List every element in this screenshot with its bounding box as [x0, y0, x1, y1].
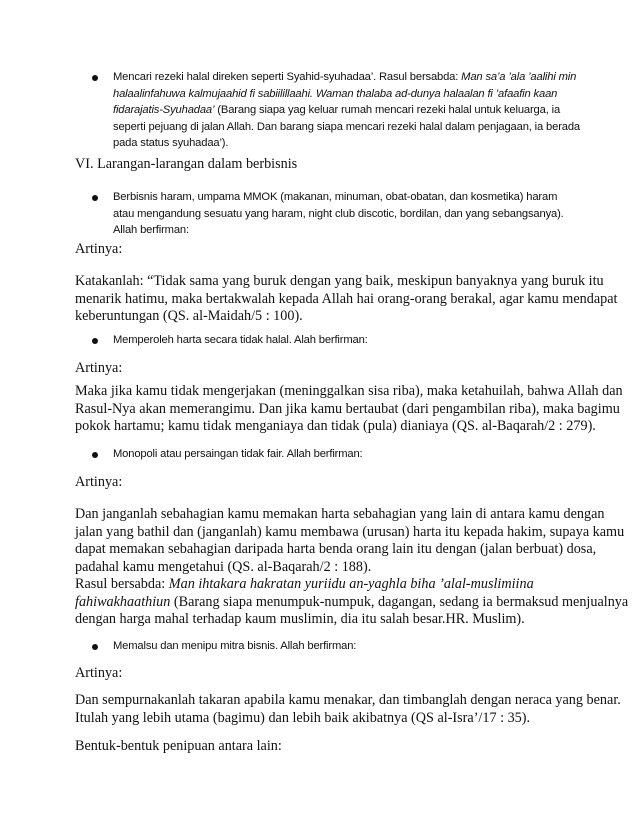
- paragraph-line: dengan harga mahal terhadap kaum muslimin, dia itu salah besar.HR. Muslim).: [75, 611, 525, 628]
- bullet-line: seperti pejuang di jalan Allah. Dan barang siapa mencari rezeki halal dalam penjagaan, ia berada: [113, 120, 580, 133]
- paragraph-line: fahiwakhaathiun (Barang siapa menumpuk-numpuk, dagangan, sedang ia bermaksud menjualnya: [75, 593, 629, 610]
- paragraph-line: Rasul bersabda: Man ihtakara hakratan yuriidu an-yaghla biha ’alal-muslimiina: [75, 576, 534, 592]
- bullet-dot: [92, 644, 98, 650]
- paragraph-maidah: [75, 273, 618, 326]
- section-heading: VI. Larangan-larangan dalam berbisnis: [75, 156, 298, 172]
- paragraph-line: dapat memakan sebahagian daripada harta benda orang lain itu dengan (jalan berbuat) dosa,: [75, 541, 597, 558]
- paragraph-line: jalan yang bathil dan (janganlah) kamu membawa (urusan) harta itu kepada hakim, supaya kamu: [75, 523, 625, 540]
- bullet-dot: [92, 338, 98, 344]
- bullet-harta-tidak-halal: Memperoleh harta secara tidak halal. Alah berfirman:: [113, 334, 368, 346]
- bullet-line: Allah berfirman:: [113, 224, 189, 237]
- bullet-line: Berbisnis haram, umpama MMOK (makanan, minuman, obat-obatan, dan kosmetika) haram: [113, 191, 558, 203]
- artinya-label: Artinya:: [75, 360, 123, 376]
- bullet-line: fidarajatis-Syuhadaa’ (Barang siapa yag keluar rumah mencari rezeki halal untuk keluarga, ia: [113, 104, 561, 117]
- bullet-dot: [92, 452, 98, 458]
- paragraph-isra: [75, 692, 621, 727]
- paragraph-baqarah-279: [75, 383, 623, 436]
- artinya-label: Artinya:: [75, 241, 123, 257]
- paragraph-line: keberuntungan (QS. al-Maidah/5 : 100).: [75, 308, 303, 325]
- paragraph-line: padahal kamu mengetahui (QS. al-Baqarah/2 : 188).: [75, 558, 372, 575]
- bullet-line: halaalinfahuwa kalmujaahid fi sabiilillaahi. Waman thalaba ad-dunya halaalan fi ’afaafin kaan: [113, 87, 558, 100]
- paragraph-line: Dan janganlah sebahagian kamu memakan harta sebahagian yang lain di antara kamu dengan: [75, 506, 605, 522]
- bullet-line: pada status syuhadaa’).: [113, 137, 229, 150]
- artinya-label: Artinya:: [75, 474, 123, 490]
- artinya-label: Artinya:: [75, 665, 123, 681]
- paragraph-baqarah-188: [75, 506, 625, 576]
- paragraph-line: Rasul-Nya akan memerangimu. Dan jika kamu bertaubat (dari pengambilan riba), maka bagimu: [75, 400, 620, 417]
- paragraph-line: Maka jika kamu tidak mengerjakan (meninggalkan sisa riba), maka ketahuilah, bahwa Allah dan: [75, 383, 623, 399]
- bullet-line: atau mengandung sesuatu yang haram, night club discotic, bordilan, dan yang sebangsanya).: [113, 207, 564, 220]
- bullet-dot: [92, 75, 98, 81]
- bullet-bisnis-haram: [113, 189, 569, 239]
- paragraph-line: Dan sempurnakanlah takaran apabila kamu menakar, dan timbanglah dengan neraca yang benar.: [75, 692, 621, 708]
- bullet-memalsu: Memalsu dan menipu mitra bisnis. Allah berfirman:: [113, 640, 357, 652]
- paragraph-line: Katakanlah: “Tidak sama yang buruk dengan yang baik, meskipun banyaknya yang buruk itu: [75, 273, 604, 289]
- bullet-rezeki-halal: [113, 69, 580, 152]
- paragraph-bentuk-penipuan: Bentuk-bentuk penipuan antara lain:: [75, 738, 282, 754]
- paragraph-line: pokok hartamu; kamu tidak menganiaya dan tidak (pula) dianiaya (QS. al-Baqarah/2 : 279).: [75, 418, 596, 435]
- bullet-dot: [92, 195, 98, 201]
- bullet-line: Mencari rezeki halal direken seperti Syahid-syuhadaa’. Rasul bersabda: Man sa’a ’ala ’aalihi min: [113, 71, 577, 83]
- paragraph-line: menarik hatimu, maka bertakwalah kepada Allah hai orang-orang berakal, agar kamu mendapat: [75, 290, 618, 307]
- paragraph-line: Itulah yang lebih utama (bagimu) dan lebih baik akibatnya (QS al-Isra’/17 : 35).: [75, 709, 531, 726]
- bullet-monopoli: Monopoli atau persaingan tidak fair. Allah berfirman:: [113, 448, 363, 460]
- paragraph-hadith-muslim: [75, 576, 629, 629]
